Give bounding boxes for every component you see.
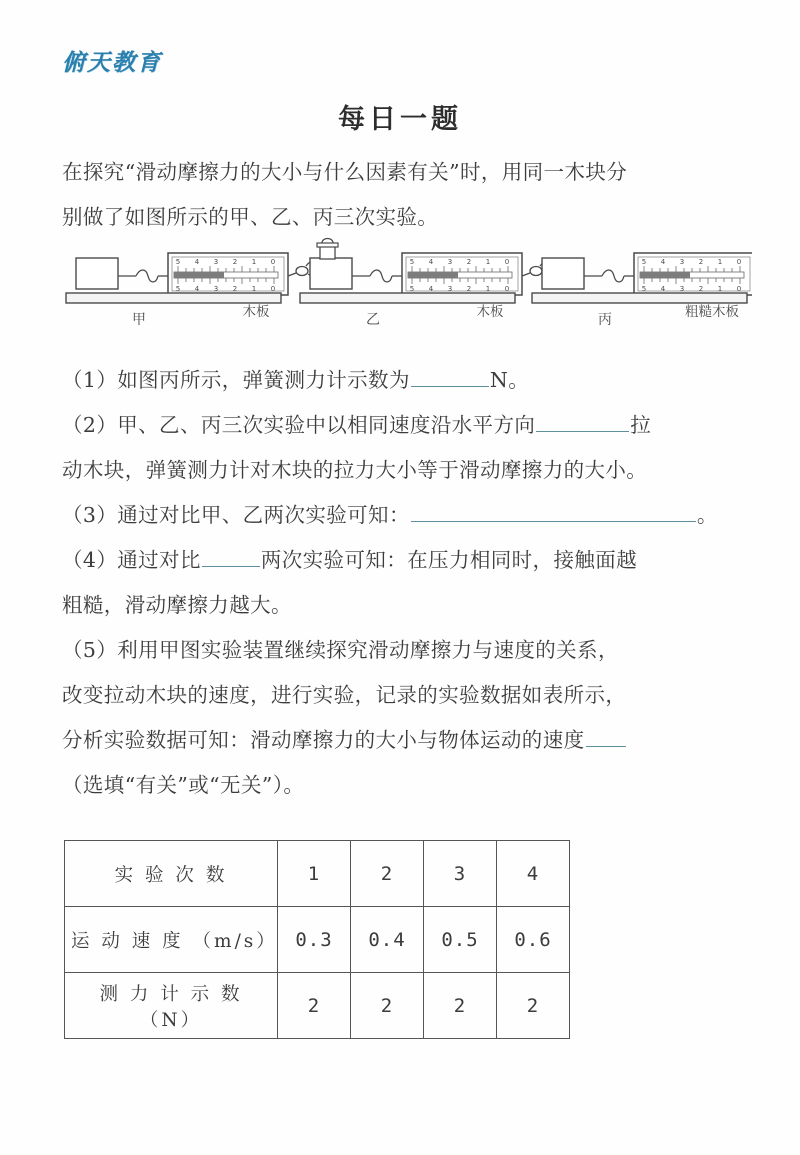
table-row: [65, 841, 570, 907]
row-header-trial: 实 验 次 数: [65, 841, 278, 907]
item-4-answer-blank[interactable]: [202, 546, 260, 567]
item-1-text-before: 如图丙所示，弹簧测力计示数为: [117, 368, 410, 392]
cell-speed-3: 0.5: [424, 907, 497, 973]
question-item-4-line-2: 粗糙，滑动摩擦力越大。: [62, 593, 292, 617]
intro-line-2: 别做了如图所示的甲、乙、丙三次实验。: [62, 205, 439, 229]
panel-yi-surface-label: 木板: [476, 304, 504, 320]
item-3-text-before: 通过对比甲、乙两次实验可知：: [117, 503, 410, 527]
experiment-figure: 5 5 甲 木板 乙 木板 丙 粗糙木板: [62, 236, 752, 336]
panel-jia-caption: 甲: [132, 312, 146, 328]
question-item-2-line-2: 动木块，弹簧测力计对木块的拉力大小等于滑动摩擦力的大小。: [62, 458, 648, 482]
figure-panel-jia: [66, 253, 335, 328]
panel-bing-caption: 丙: [598, 312, 612, 328]
row-header-reading: 测 力 计 示 数 （N）: [65, 973, 278, 1039]
item-3-number: （3）: [62, 503, 118, 527]
experiment-data-table: [64, 840, 570, 1039]
item-4-text-before: 通过对比: [117, 548, 201, 572]
question-item-5-line-3: [62, 718, 742, 763]
item-1-text-after: N。: [489, 368, 530, 392]
cell-reading-1: 2: [278, 973, 351, 1039]
cell-reading-3: 2: [424, 973, 497, 1039]
item-2-text-after: 拉: [630, 413, 652, 437]
item-5-number: （5）: [62, 638, 118, 662]
cell-reading-4: 2: [497, 973, 570, 1039]
panel-yi-caption: 乙: [366, 312, 380, 328]
question-item-5-line-1: [62, 628, 742, 673]
cell-trial-3: 3: [424, 841, 497, 907]
cell-reading-2: 2: [351, 973, 424, 1039]
cell-speed-1: 0.3: [278, 907, 351, 973]
page-title: 每日一题: [338, 104, 462, 135]
table-row: [65, 907, 570, 973]
figure-panel-yi: [300, 239, 569, 329]
cell-speed-2: 0.4: [351, 907, 424, 973]
cell-trial-2: 2: [351, 841, 424, 907]
intro-line-1: 在探究“滑动摩擦力的大小与什么因素有关”时，用同一木块分: [62, 160, 628, 184]
item-5-answer-blank[interactable]: [586, 726, 626, 747]
item-1-answer-blank[interactable]: [411, 366, 489, 387]
item-4-number: （4）: [62, 548, 118, 572]
panel-bing-surface-label: 粗糙木板: [685, 304, 739, 320]
item-5-text-1: 利用甲图实验装置继续探究滑动摩擦力与速度的关系，: [117, 638, 619, 662]
item-2-number: （2）: [62, 413, 118, 437]
item-3-answer-blank[interactable]: [411, 501, 696, 522]
question-item-5-line-4: （选填“有关”或“无关”）。: [62, 773, 305, 797]
question-item-1: [62, 358, 742, 403]
question-item-5-line-2: 改变拉动木块的速度，进行实验，记录的实验数据如表所示，: [62, 683, 627, 707]
table-row: [65, 973, 570, 1039]
figure-panel-bing: [532, 253, 752, 328]
cell-trial-1: 1: [278, 841, 351, 907]
item-1-number: （1）: [62, 368, 118, 392]
item-3-text-after: 。: [696, 503, 718, 527]
item-4-text-after: 两次实验可知：在压力相同时，接触面越: [260, 548, 638, 572]
item-2-answer-blank[interactable]: [536, 411, 629, 432]
row-header-speed: 运 动 速 度 （m/s）: [65, 907, 278, 973]
question-item-3: [62, 493, 742, 538]
cell-speed-4: 0.6: [497, 907, 570, 973]
item-2-text-before: 甲、乙、丙三次实验中以相同速度沿水平方向: [117, 413, 536, 437]
cell-trial-4: 4: [497, 841, 570, 907]
question-item-4-line-1: [62, 538, 742, 583]
brand-logo: 俯天教育: [62, 49, 162, 76]
item-5-text-3: 分析实验数据可知：滑动摩擦力的大小与物体运动的速度: [62, 728, 585, 752]
question-item-2-line-1: [62, 403, 742, 448]
panel-jia-surface-label: 木板: [242, 304, 270, 320]
